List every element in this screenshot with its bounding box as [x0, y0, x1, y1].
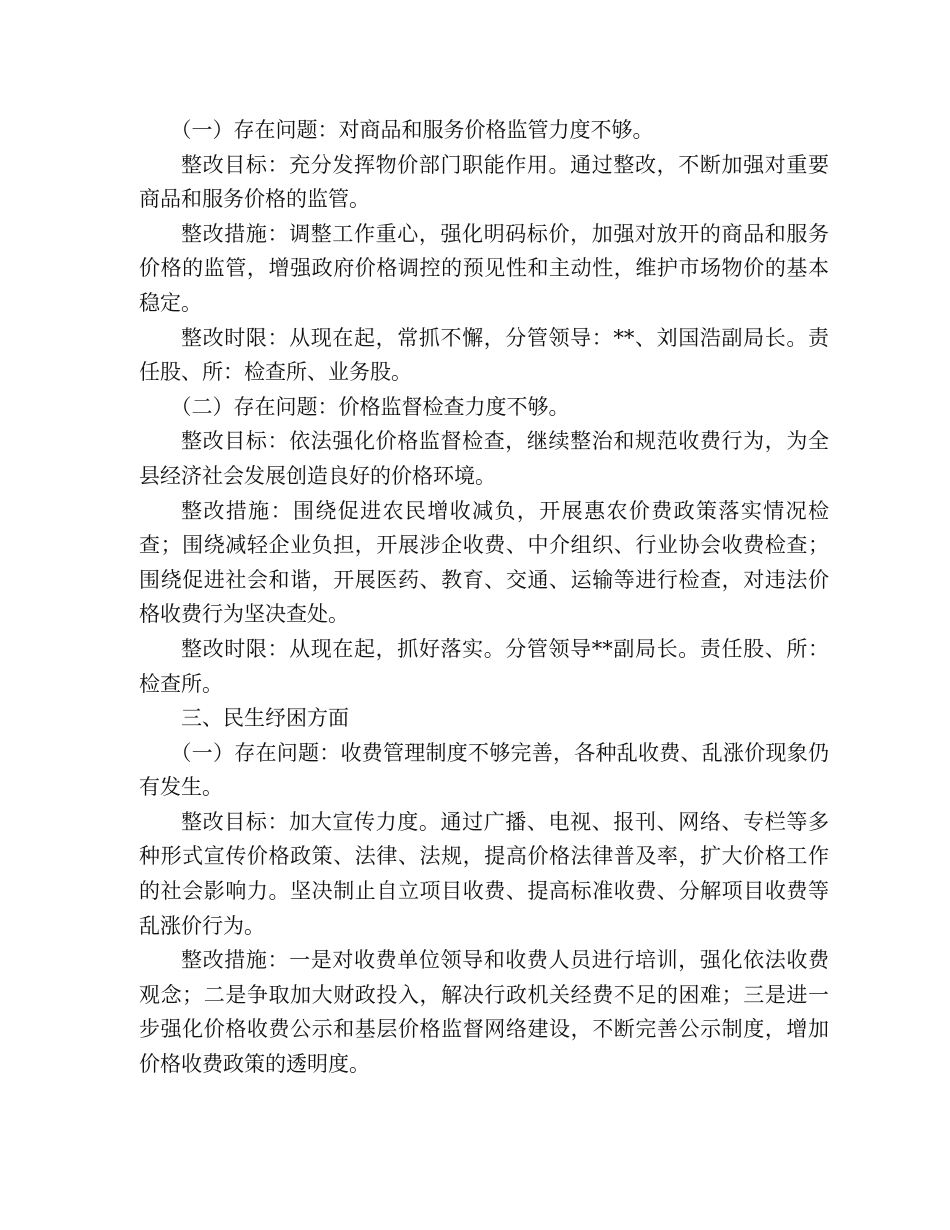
paragraph-measures-1: 整改措施：调整工作重心，强化明码标价，加强对放开的商品和服务价格的监管，增强政府价格调控的预见性和主动性，维护市场物价的基本稳定。 — [139, 221, 829, 315]
paragraph-goal-3: 整改目标：加大宣传力度。通过广播、电视、报刊、网络、专栏等多种形式宣传价格政策、法律、法规，提高价格法律普及率，扩大价格工作的社会影响力。坚决制止自立项目收费、提高标准收费、分解项目收费等乱涨价行为。 — [139, 809, 829, 938]
paragraph-issue-2: （二）存在问题：价格监督检查力度不够。 — [170, 394, 570, 419]
paragraph-measures-3: 整改措施：一是对收费单位领导和收费人员进行培训，强化依法收费观念；二是争取加大财政投入，解决行政机关经费不足的困难；三是进一步强化价格收费公示和基层价格监督网络建设，不断完善公示制度，增加价格收费政策的透明度。 — [139, 948, 829, 1077]
document-page — [139, 113, 829, 1082]
paragraph-goal-1: 整改目标：充分发挥物价部门职能作用。通过整改，不断加强对重要商品和服务价格的监管。 — [139, 152, 829, 212]
section-heading-3: 三、民生纾困方面 — [181, 706, 349, 731]
paragraph-deadline-1: 整改时限：从现在起，常抓不懈，分管领导：**、刘国浩副局长。责任股、所：检查所、业务股。 — [139, 325, 829, 385]
paragraph-issue-1: （一）存在问题：对商品和服务价格监管力度不够。 — [170, 118, 654, 142]
paragraph-measures-2: 整改措施：围绕促进农民增收减负，开展惠农价费政策落实情况检查；围绕减轻企业负担，开展涉企收费、中介组织、行业协会收费检查；围绕促进社会和谐，开展医药、教育、交通、运输等进行检查，对违法价格收费行为坚决查处。 — [139, 498, 829, 627]
paragraph-issue-3: （一）存在问题：收费管理制度不够完善，各种乱收费、乱涨价现象仍有发生。 — [139, 740, 829, 800]
paragraph-deadline-2: 整改时限：从现在起，抓好落实。分管领导**副局长。责任股、所：检查所。 — [139, 636, 829, 696]
paragraph-goal-2: 整改目标：依法强化价格监督检查，继续整治和规范收费行为，为全县经济社会发展创造良好的价格环境。 — [139, 429, 829, 488]
